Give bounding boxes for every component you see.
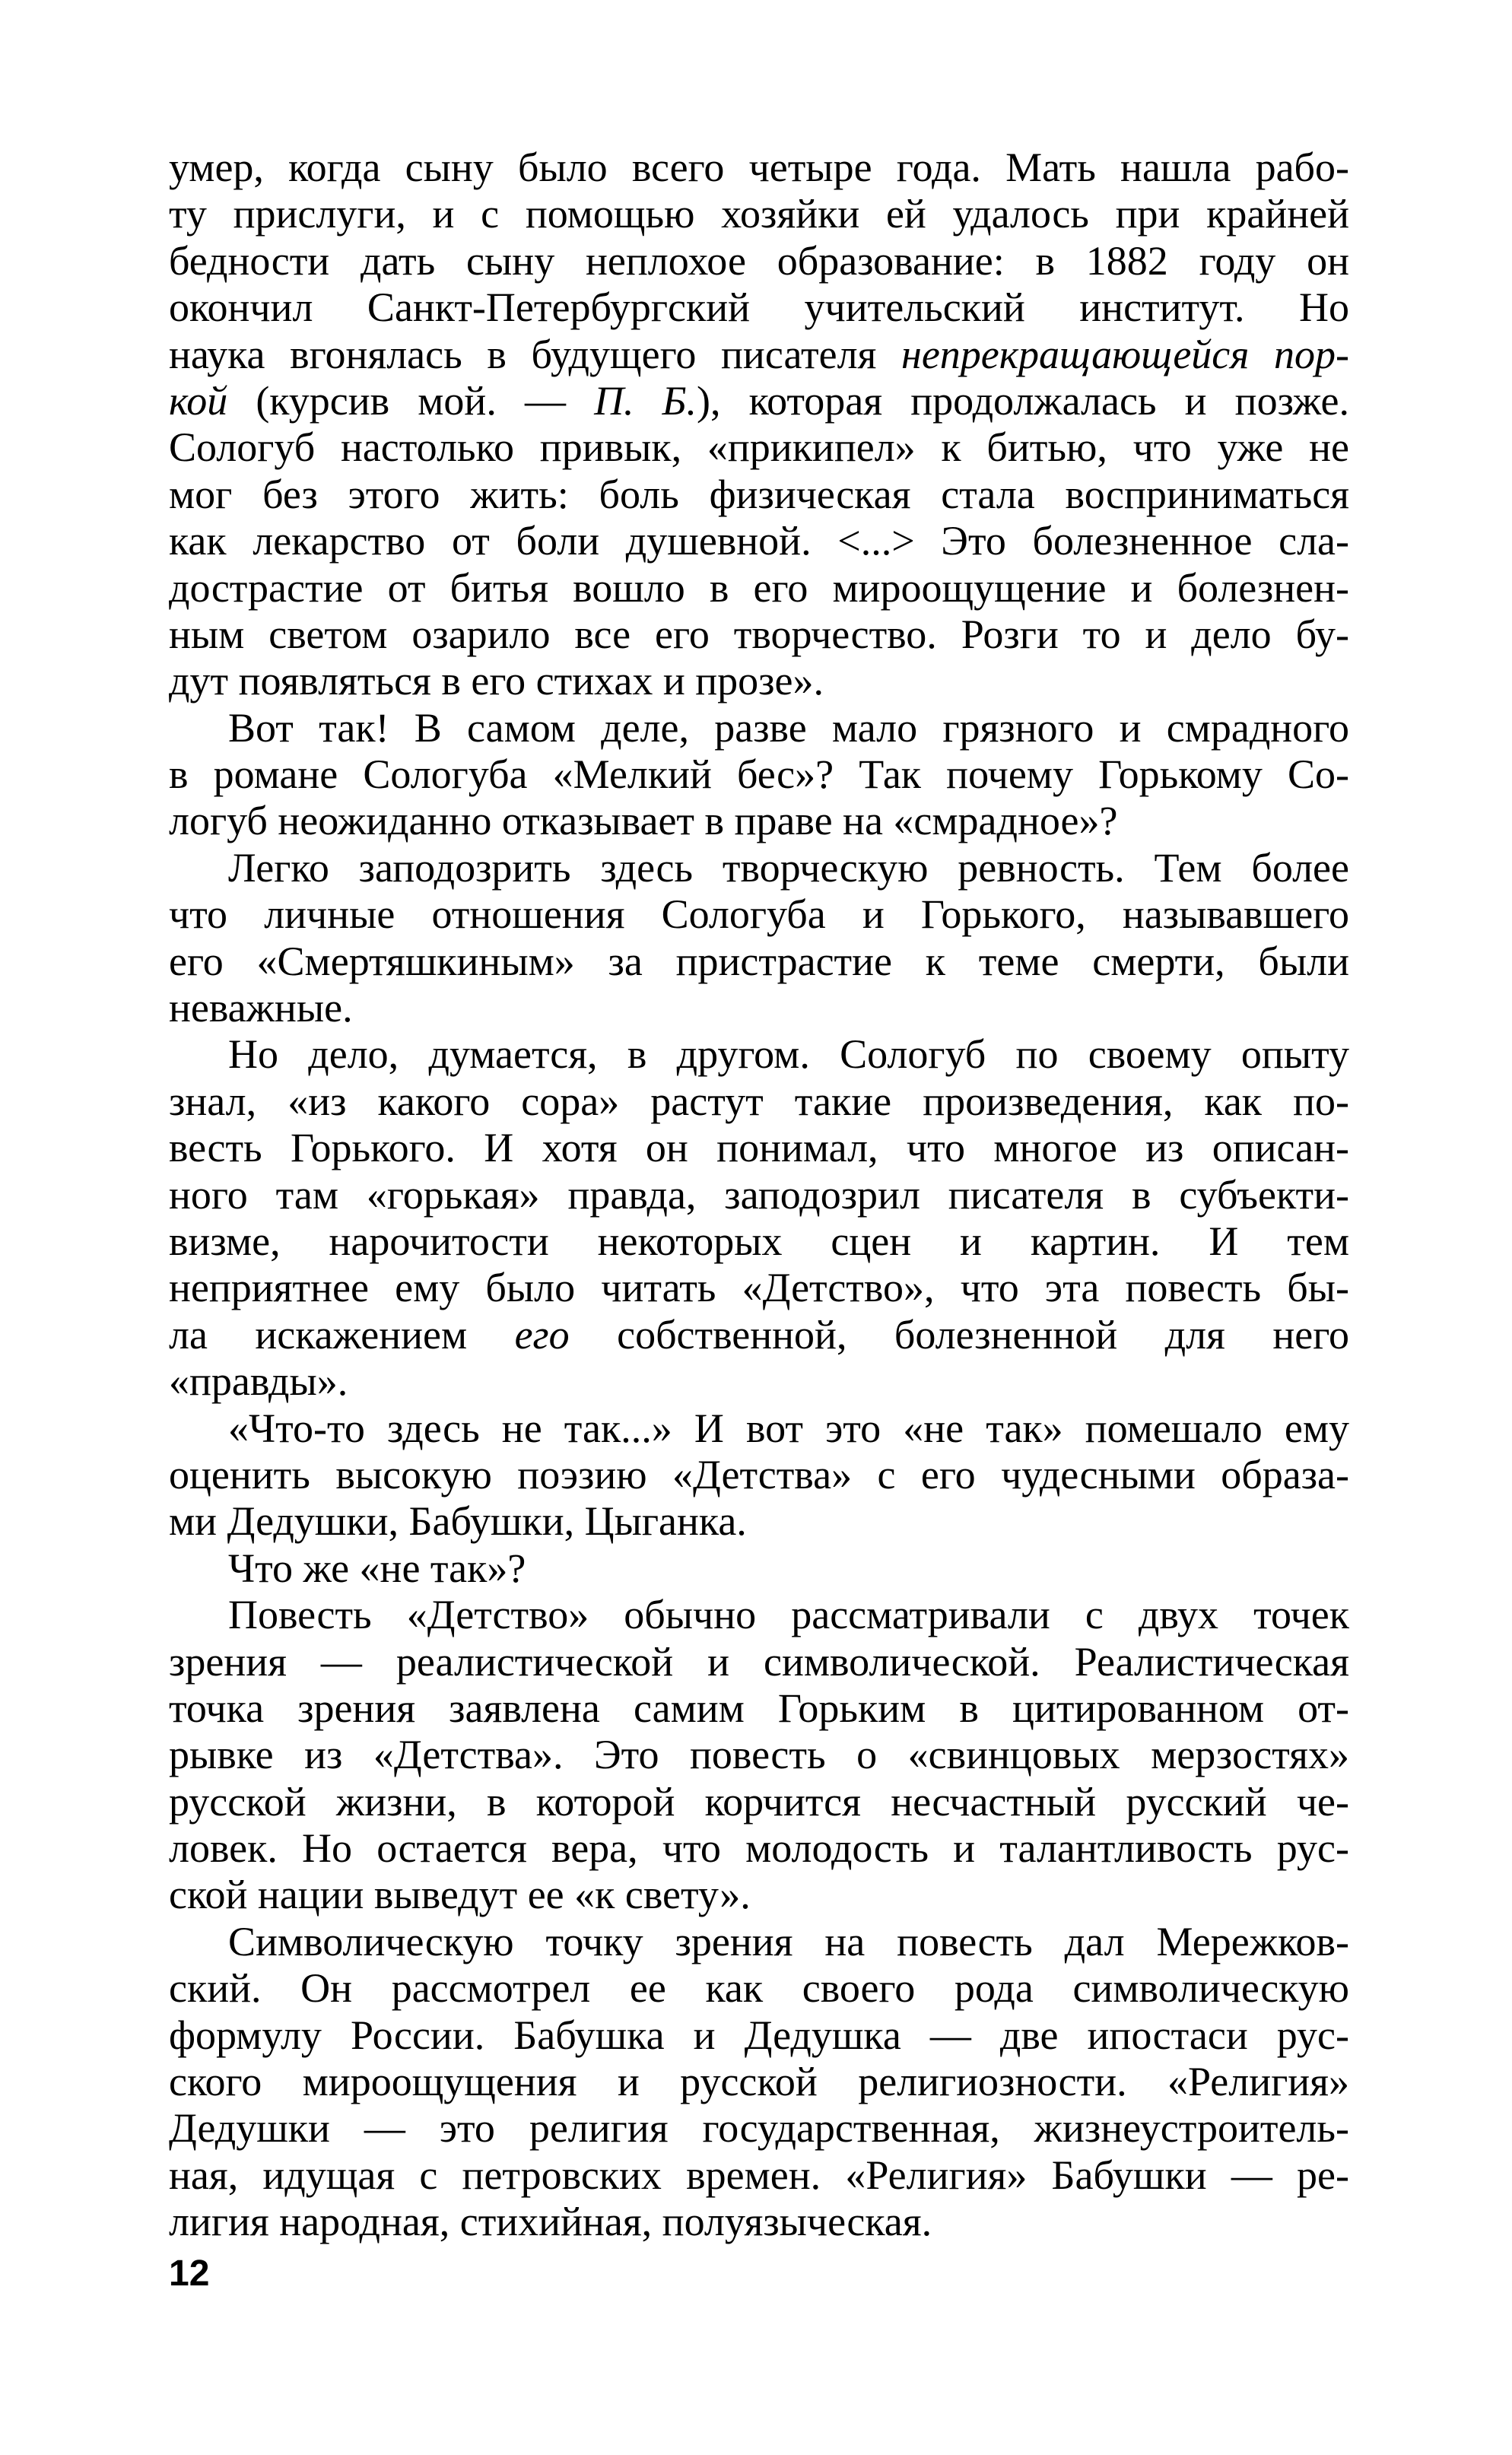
text-line-italic xyxy=(169,378,1349,424)
italic-text: кой xyxy=(169,377,228,424)
text-line: Вот так! В самом деле, разве мало грязного и смрадного xyxy=(228,704,1349,751)
text-line: ловек. Но остается вера, что молодость и талантливость рус- xyxy=(169,1825,1349,1872)
plain-text: (курсив мой. — xyxy=(227,377,595,424)
text-line: зрения — реалистической и символической. Реалистическая xyxy=(169,1638,1349,1685)
text-line: ми Дедушки, Бабушки, Цыганка. xyxy=(169,1498,747,1545)
plain-text: наука вгонялась в будущего писателя xyxy=(169,331,902,377)
text-line-italic xyxy=(169,332,1349,378)
text-line: визме, нарочитости некоторых сцен и картин. И тем xyxy=(169,1218,1349,1264)
text-line: дут появляться в его стихах и прозе». xyxy=(169,658,824,704)
text-line: как лекарство от боли душевной. <...> Это болезненное сла- xyxy=(169,518,1349,564)
paragraph xyxy=(169,1405,1349,1545)
text-line: Символическую точку зрения на повесть дал Мережков- xyxy=(228,1918,1349,1964)
text-line: Но дело, думается, в другом. Сологуб по своему опыту xyxy=(228,1031,1349,1078)
text-line: Легко заподозрить здесь творческую ревность. Тем более xyxy=(228,844,1349,891)
text-line: ная, идущая с петровских времен. «Религия» Бабушки — ре- xyxy=(169,2152,1349,2198)
text-line: его «Смертяшкиным» за пристрастие к теме смерти, были xyxy=(169,938,1349,984)
paragraph xyxy=(169,705,1349,845)
paragraph xyxy=(169,145,1349,705)
text-line: ного там «горькая» правда, заподозрил писателя в субъекти- xyxy=(169,1171,1349,1218)
text-line: бедности дать сыну неплохое образование: в 1882 году он xyxy=(169,237,1349,284)
text-line: мог без этого жить: боль физическая стала восприниматься xyxy=(169,471,1349,517)
text-line: точка зрения заявлена самим Горьким в цитированном от- xyxy=(169,1685,1349,1731)
text-line: формулу России. Бабушка и Дедушка — две ипостаси рус- xyxy=(169,2012,1349,2058)
plain-text: ), которая продолжалась и позже. xyxy=(697,377,1349,424)
text-line: русской жизни, в которой корчится несчастный русский че- xyxy=(169,1778,1349,1825)
italic-text: П. Б. xyxy=(594,377,697,424)
text-line: ского мироощущения и русской религиозности. «Религия» xyxy=(169,2059,1349,2105)
italic-text: непрекращающейся пор- xyxy=(901,331,1350,377)
text-line-italic xyxy=(169,1312,1349,1358)
text-line: знал, «из какого сора» растут такие произведения, как по- xyxy=(169,1078,1349,1124)
text-line: Повесть «Детство» обычно рассматривали с двух точек xyxy=(228,1592,1349,1638)
page-number: 12 xyxy=(169,2253,210,2294)
text-line: весть Горького. И хотя он понимал, что многое из описан- xyxy=(169,1125,1349,1171)
text-line: логуб неожиданно отказывает в праве на «смрадное»? xyxy=(169,798,1118,844)
paragraph xyxy=(169,1592,1349,1919)
text-line: в романе Сологуба «Мелкий бес»? Так почему Горькому Со- xyxy=(169,751,1349,798)
page-text-body xyxy=(169,145,1349,2246)
text-line: Что же «не так»? xyxy=(228,1545,526,1591)
text-line: что личные отношения Сологуба и Горького, называвшего xyxy=(169,891,1349,938)
text-line: ным светом озарило все его творчество. Розги то и дело бу- xyxy=(169,611,1349,657)
plain-text: ла искажением xyxy=(169,1311,515,1358)
text-line: рывке из «Детства». Это повесть о «свинцовых мерзостях» xyxy=(169,1732,1349,1778)
paragraph xyxy=(169,1545,1349,1592)
text-line: «правды». xyxy=(169,1358,348,1405)
text-line: дострастие от битья вошло в его мироощущение и болезнен- xyxy=(169,564,1349,611)
text-line: ту прислуги, и с помощью хозяйки ей удалось при крайней xyxy=(169,191,1349,237)
italic-text: его xyxy=(514,1311,570,1358)
text-line: ский. Он рассмотрел ее как своего рода символическую xyxy=(169,1965,1349,2012)
paragraph xyxy=(169,1031,1349,1405)
text-line: ской нации выведут ее «к свету». xyxy=(169,1872,751,1918)
text-line: окончил Санкт-Петербургский учительский институт. Но xyxy=(169,284,1349,331)
text-line: Сологуб настолько привык, «прикипел» к битью, что уже не xyxy=(169,424,1349,471)
plain-text: собственной, болезненной для него xyxy=(569,1311,1349,1358)
text-line: оценить высокую поэзию «Детства» с его чудесными образа- xyxy=(169,1451,1349,1497)
text-line: неважные. xyxy=(169,985,353,1031)
text-line: лигия народная, стихийная, полуязыческая. xyxy=(169,2199,932,2245)
text-line: Дедушки — это религия государственная, жизнеустроитель- xyxy=(169,2105,1349,2152)
text-line: неприятнее ему было читать «Детство», что эта повесть бы- xyxy=(169,1265,1349,1311)
paragraph xyxy=(169,845,1349,1032)
text-line: «Что-то здесь не так...» И вот это «не так» помешало ему xyxy=(228,1405,1349,1451)
paragraph xyxy=(169,1919,1349,2246)
text-line: умер, когда сыну было всего четыре года. Мать нашла рабо- xyxy=(169,145,1349,190)
